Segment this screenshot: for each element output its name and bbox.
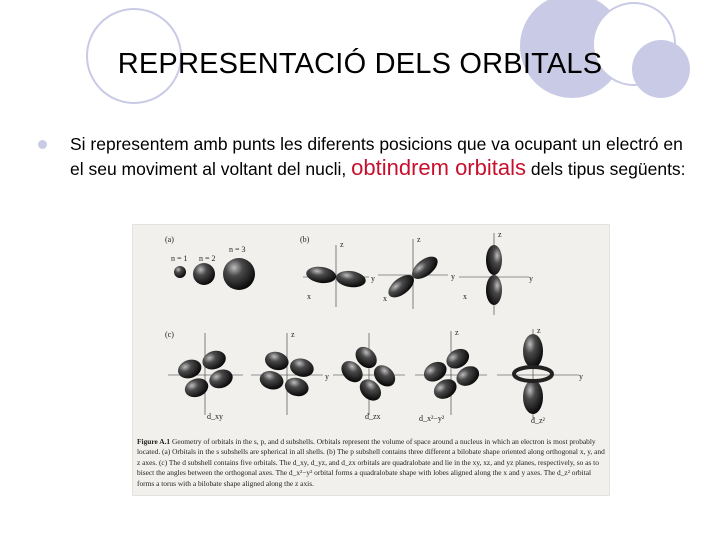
bullet-highlight: obtindrem orbitals [351,155,526,180]
svg-text:y: y [451,272,455,281]
bullet-text-before: Si representem amb punts les diferents posicions que va ocupant un electró en el seu moviment al voltant del nucli, [70,134,683,179]
caption-title: Figure A.1 [137,437,171,446]
p-orbital-z [459,230,533,315]
slide-title: REPRESENTACIÓ DELS ORBITALS [117,48,603,80]
caption-body: Geometry of orbitals in the s, p, and d subshells. Orbitals represent the volume of space around a nucleus in which an electron is most probably located. (a) Orbitals in the s subshells are spherical in all shells. (b) The p subshell contains three different a bilobate shape oriented along orthogonal x, y, and z axes. (c) The d subshell contains five orbitals. The d_xy, d_yz, and d_zx orbitals are quadralobate and lie in the xy, xz, and yz planes, respectively, so as to bisect the angles between the orthogonal axes. The d_x²−y² orbital forms a quadralobate shape with lobes aligned along the x and y axes. The d_z² orbital forms a torus with a bilobate shape aligned along the z axis. [137,437,605,488]
bullet-marker-icon [38,140,47,149]
svg-text:z: z [537,326,541,335]
s-orbital-n2 [193,263,215,285]
svg-text:d_z²: d_z² [531,416,545,425]
svg-text:y: y [579,372,583,381]
s-orbital-n1 [174,266,186,278]
panel-label-b: (b) [300,235,310,244]
svg-text:d_xy: d_xy [207,412,223,421]
svg-text:z: z [291,330,295,339]
d-orbital-z2 [497,326,583,425]
orbitals-figure [132,224,610,496]
panel-label-a: (a) [165,235,174,244]
svg-text:z: z [417,235,421,244]
d-orbital-zx [333,333,405,421]
shell-label-n2: n = 2 [199,254,216,263]
s-orbital-n3 [223,258,255,290]
p-orbital-x [303,240,375,307]
svg-text:x: x [307,292,311,301]
svg-text:y: y [325,372,329,381]
d-orbital-x2-y2 [415,328,487,423]
svg-text:z: z [498,230,502,239]
svg-text:d_x²−y²: d_x²−y² [419,414,445,423]
shell-label-n3: n = 3 [229,245,246,254]
svg-text:y: y [371,274,375,283]
svg-text:d_zx: d_zx [365,412,381,421]
d-orbital-xy [168,333,243,421]
bullet-text [70,132,688,181]
figure-caption [137,437,605,489]
d-orbital-yz [251,330,329,415]
shell-label-n1: n = 1 [171,254,188,263]
svg-text:x: x [463,292,467,301]
bullet-item [38,132,688,181]
svg-text:y: y [529,274,533,283]
svg-text:z: z [455,328,459,337]
svg-text:z: z [340,240,344,249]
p-orbital-y [378,235,455,309]
bullet-text-after: dels tipus següents: [526,159,686,179]
panel-label-c: (c) [165,330,174,339]
svg-text:x: x [383,294,387,303]
